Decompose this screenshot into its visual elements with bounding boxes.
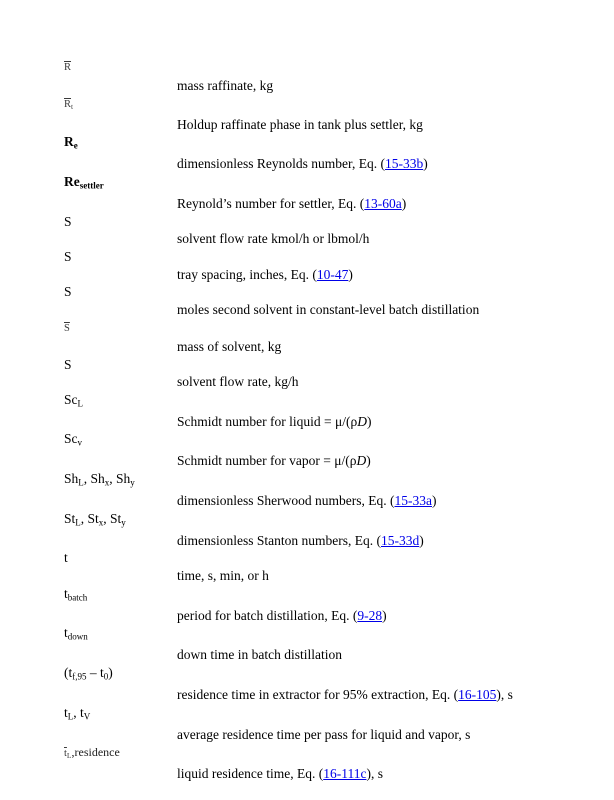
nomenclature-row bbox=[0, 133, 614, 173]
definition bbox=[0, 301, 614, 319]
text-segment: dimensionless Stanton numbers, Eq. ( bbox=[177, 532, 381, 548]
nomenclature-row bbox=[0, 585, 614, 625]
nomenclature-row bbox=[0, 510, 614, 550]
nomenclature-row bbox=[0, 57, 614, 94]
equation-link[interactable]: 15-33a bbox=[394, 493, 432, 509]
equation-link[interactable]: 13-60a bbox=[364, 196, 402, 212]
text-segment: 0 bbox=[103, 671, 109, 682]
symbol bbox=[0, 356, 614, 374]
text-segment: D bbox=[356, 453, 367, 469]
symbol bbox=[0, 133, 614, 155]
text-segment: dimensionless Sherwood numbers, Eq. ( bbox=[177, 493, 395, 509]
nomenclature-row bbox=[0, 283, 614, 318]
definition bbox=[0, 195, 614, 213]
symbol bbox=[0, 94, 614, 116]
text-segment: Sh bbox=[64, 471, 79, 487]
text-segment: Re bbox=[64, 174, 80, 190]
text-segment: L bbox=[77, 398, 83, 409]
text-segment: Schmidt number for vapor = μ/(ρ bbox=[177, 453, 357, 469]
symbol bbox=[0, 470, 614, 492]
symbol bbox=[0, 743, 614, 765]
nomenclature-list bbox=[0, 57, 614, 783]
nomenclature-row bbox=[0, 391, 614, 431]
text-segment: L bbox=[66, 751, 72, 761]
text-segment: x bbox=[104, 477, 110, 488]
symbol bbox=[0, 391, 614, 413]
nomenclature-row bbox=[0, 430, 614, 470]
text-segment: ) bbox=[366, 453, 371, 469]
text-segment: ) bbox=[382, 607, 387, 623]
nomenclature-row bbox=[0, 743, 614, 782]
text-segment: time, s, min, or h bbox=[177, 568, 269, 584]
text-segment: moles second solvent in constant-level batch distillation bbox=[177, 301, 480, 317]
nomenclature-row bbox=[0, 624, 614, 664]
nomenclature-row bbox=[0, 213, 614, 248]
text-segment: (t bbox=[64, 665, 73, 680]
text-segment: Sc bbox=[64, 431, 78, 447]
definition bbox=[0, 492, 614, 510]
definition bbox=[0, 452, 614, 470]
text-segment: t bbox=[64, 704, 68, 720]
text-segment: S bbox=[64, 213, 72, 229]
symbol bbox=[0, 585, 614, 607]
text-segment: ) bbox=[108, 665, 113, 680]
symbol bbox=[0, 213, 614, 231]
definition bbox=[0, 338, 614, 356]
text-segment: ), s bbox=[366, 765, 383, 781]
equation-link[interactable]: 16-111c bbox=[323, 765, 367, 781]
text-segment: Sc bbox=[64, 391, 78, 407]
text-segment: Reynold’s number for settler, Eq. ( bbox=[177, 196, 365, 212]
text-segment: t bbox=[71, 102, 74, 112]
definition bbox=[0, 413, 614, 431]
symbol bbox=[0, 664, 614, 686]
equation-link[interactable]: 10-47 bbox=[316, 266, 349, 282]
text-segment: liquid residence time, Eq. ( bbox=[177, 765, 324, 781]
text-segment: L bbox=[67, 711, 74, 722]
text-segment: Holdup raffinate phase in tank plus settler, kg bbox=[177, 116, 423, 132]
text-segment: L bbox=[78, 477, 84, 488]
text-segment: y bbox=[130, 477, 135, 488]
text-segment: $\overline{R}$ bbox=[64, 99, 72, 111]
nomenclature-row bbox=[0, 318, 614, 355]
text-segment: mass raffinate, kg bbox=[177, 77, 274, 93]
definition bbox=[0, 230, 614, 248]
text-segment: period for batch distillation, Eq. ( bbox=[177, 607, 358, 623]
symbol bbox=[0, 318, 614, 338]
text-segment: ) bbox=[401, 196, 407, 212]
text-segment: V bbox=[83, 711, 91, 722]
text-segment: mass of solvent, kg bbox=[177, 338, 282, 354]
symbol bbox=[0, 248, 614, 266]
text-segment: y bbox=[121, 517, 126, 528]
text-segment: Schmidt number for liquid = μ/(ρ bbox=[177, 413, 358, 429]
text-segment: solvent flow rate kmol/h or lbmol/h bbox=[177, 231, 370, 247]
nomenclature-row bbox=[0, 94, 614, 133]
definition bbox=[0, 726, 614, 744]
symbol bbox=[0, 173, 614, 195]
text-segment: down time in batch distillation bbox=[177, 647, 342, 663]
definition bbox=[0, 765, 614, 783]
text-segment: t bbox=[64, 625, 68, 641]
text-segment: R bbox=[64, 134, 74, 150]
definition bbox=[0, 567, 614, 585]
text-segment: dimensionless Reynolds number, Eq. ( bbox=[177, 156, 385, 172]
text-segment: down bbox=[67, 631, 88, 642]
equation-link[interactable]: 15-33d bbox=[380, 532, 420, 548]
equation-link[interactable]: 15-33b bbox=[384, 156, 424, 172]
nomenclature-row bbox=[0, 704, 614, 744]
definition bbox=[0, 532, 614, 550]
definition bbox=[0, 607, 614, 625]
definition bbox=[0, 116, 614, 134]
text-segment: $\overline{R}$ bbox=[64, 62, 72, 73]
text-segment: solvent flow rate, kg/h bbox=[177, 374, 299, 390]
text-segment: ,residence bbox=[71, 745, 120, 760]
symbol bbox=[0, 430, 614, 452]
text-segment: $\overline{t}$ bbox=[64, 748, 67, 760]
nomenclature-row bbox=[0, 664, 614, 704]
text-segment: f,95 bbox=[72, 671, 87, 682]
text-segment: ) bbox=[423, 156, 428, 172]
text-segment: S bbox=[64, 356, 72, 372]
text-segment: ) bbox=[366, 413, 372, 429]
symbol bbox=[0, 510, 614, 532]
text-segment: S bbox=[64, 284, 72, 300]
text-segment: settler bbox=[79, 180, 104, 191]
text-segment: tray spacing, inches, Eq. ( bbox=[177, 266, 317, 282]
definition bbox=[0, 646, 614, 664]
nomenclature-row bbox=[0, 549, 614, 584]
definition bbox=[0, 155, 614, 173]
text-segment: St bbox=[64, 510, 76, 526]
text-segment: ) bbox=[431, 493, 437, 509]
symbol bbox=[0, 624, 614, 646]
text-segment: L bbox=[75, 517, 81, 528]
symbol bbox=[0, 283, 614, 301]
text-segment: e bbox=[73, 140, 78, 151]
nomenclature-row bbox=[0, 173, 614, 213]
text-segment: $\overline{S}$ bbox=[64, 323, 70, 335]
symbol bbox=[0, 549, 614, 567]
text-segment: , Sh bbox=[109, 471, 131, 487]
nomenclature-row bbox=[0, 356, 614, 391]
text-segment: ) bbox=[348, 266, 353, 282]
text-segment: t bbox=[64, 550, 68, 566]
definition bbox=[0, 77, 614, 95]
definition bbox=[0, 373, 614, 391]
text-segment: average residence time per pass for liquid and vapor, s bbox=[177, 726, 471, 742]
symbol bbox=[0, 57, 614, 77]
text-segment: x bbox=[98, 517, 104, 528]
text-segment: , St bbox=[103, 510, 122, 526]
text-segment: v bbox=[77, 437, 82, 448]
text-segment: , Sh bbox=[83, 471, 105, 487]
text-segment: , St bbox=[80, 510, 99, 526]
text-segment: t bbox=[64, 585, 68, 601]
definition bbox=[0, 266, 614, 284]
text-segment: residence time in extractor for 95% extraction, Eq. ( bbox=[177, 687, 459, 703]
equation-link[interactable]: 16-105 bbox=[458, 687, 497, 703]
text-segment: – t bbox=[86, 665, 104, 680]
text-segment: S bbox=[64, 248, 72, 264]
nomenclature-row bbox=[0, 470, 614, 510]
text-segment: D bbox=[357, 413, 367, 429]
text-segment: , t bbox=[73, 704, 84, 720]
definition bbox=[0, 686, 614, 704]
text-segment: ), s bbox=[496, 687, 513, 703]
text-segment: batch bbox=[67, 592, 88, 603]
text-segment: ) bbox=[419, 532, 424, 548]
nomenclature-row bbox=[0, 248, 614, 283]
symbol bbox=[0, 704, 614, 726]
equation-link[interactable]: 9-28 bbox=[357, 607, 383, 623]
